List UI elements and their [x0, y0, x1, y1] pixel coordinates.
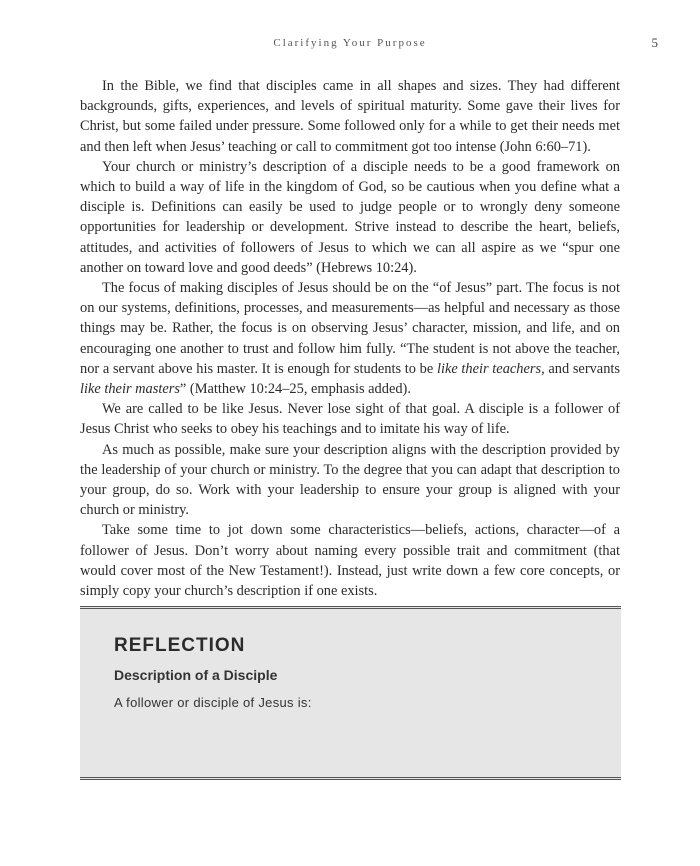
- body-paragraph: [80, 157, 620, 278]
- body-paragraph: [80, 399, 620, 439]
- running-head: Clarifying Your Purpose: [273, 37, 427, 49]
- body-paragraph: [80, 520, 620, 601]
- body-paragraph: [80, 76, 620, 157]
- reflection-prompt: A follower or disciple of Jesus is:: [114, 695, 312, 710]
- reflection-title: REFLECTION: [114, 635, 246, 656]
- body-text: [80, 76, 620, 601]
- paragraph-text: The focus of making disciples of Jesus should be on the “of Jesus” part. The focus is not on our systems, definitions, processes, and measurements—as helpful and necessary as those things may be. Rather, the focus is on observing Jesus’ character, mission, and life, and on encouraging one another to trust and follow him fully. “The student is not above the teacher, nor a servant above his master. It is enough for students to be: [80, 280, 620, 377]
- paragraph-text: ” (Matthew 10:24–25, emphasis added).: [179, 381, 411, 398]
- paragraph-text: As much as possible, make sure your description aligns with the description provided by the leadership of your church or ministry. To the degree that you can adapt that description to your group, do so. Work with your leadership to ensure your group is aligned with your church or ministry.: [80, 441, 620, 519]
- paragraph-text: , and servants: [541, 360, 620, 377]
- paragraph-text: Take some time to jot down some characteristics—beliefs, actions, character—of a follower of Jesus. Don’t worry about naming every possible trait and commitment (that would cover most of the New Testament!). Instead, just write down a few core concepts, or simply copy your church’s description if one exists.: [80, 522, 620, 600]
- reflection-box: [80, 606, 621, 780]
- paragraph-text: Your church or ministry’s description of a disciple needs to be a good framework on which to build a way of life in the kingdom of God, so be cautious when you define what a disciple is. Definitions can easily be used to judge people or to wrongly deny someone opportunities for leadership or development. Strive instead to describe the heart, beliefs, attitudes, and activities of followers of Jesus to which we can all aspire as we “spur one another on toward love and good deeds” (Hebrews 10:24).: [80, 158, 620, 276]
- reflection-subtitle: Description of a Disciple: [114, 667, 278, 683]
- body-paragraph: [80, 278, 620, 399]
- emphasis-text: like their teachers: [436, 360, 542, 377]
- paragraph-text: In the Bible, we find that disciples came in all shapes and sizes. They had different backgrounds, gifts, experiences, and levels of spiritual maturity. Some gave their lives for Christ, but some failed under pressure. Some followed only for a while to get their needs met and then left when Jesus’ teaching or call to commitment got too intense (John 6:60–71).: [80, 78, 620, 155]
- emphasis-text: like their masters: [80, 381, 180, 398]
- page-number: 5: [651, 35, 658, 50]
- paragraph-text: We are called to be like Jesus. Never lose sight of that goal. A disciple is a follower of Jesus Christ who seeks to obey his teachings and to imitate his way of life.: [80, 401, 620, 438]
- body-paragraph: [80, 440, 620, 521]
